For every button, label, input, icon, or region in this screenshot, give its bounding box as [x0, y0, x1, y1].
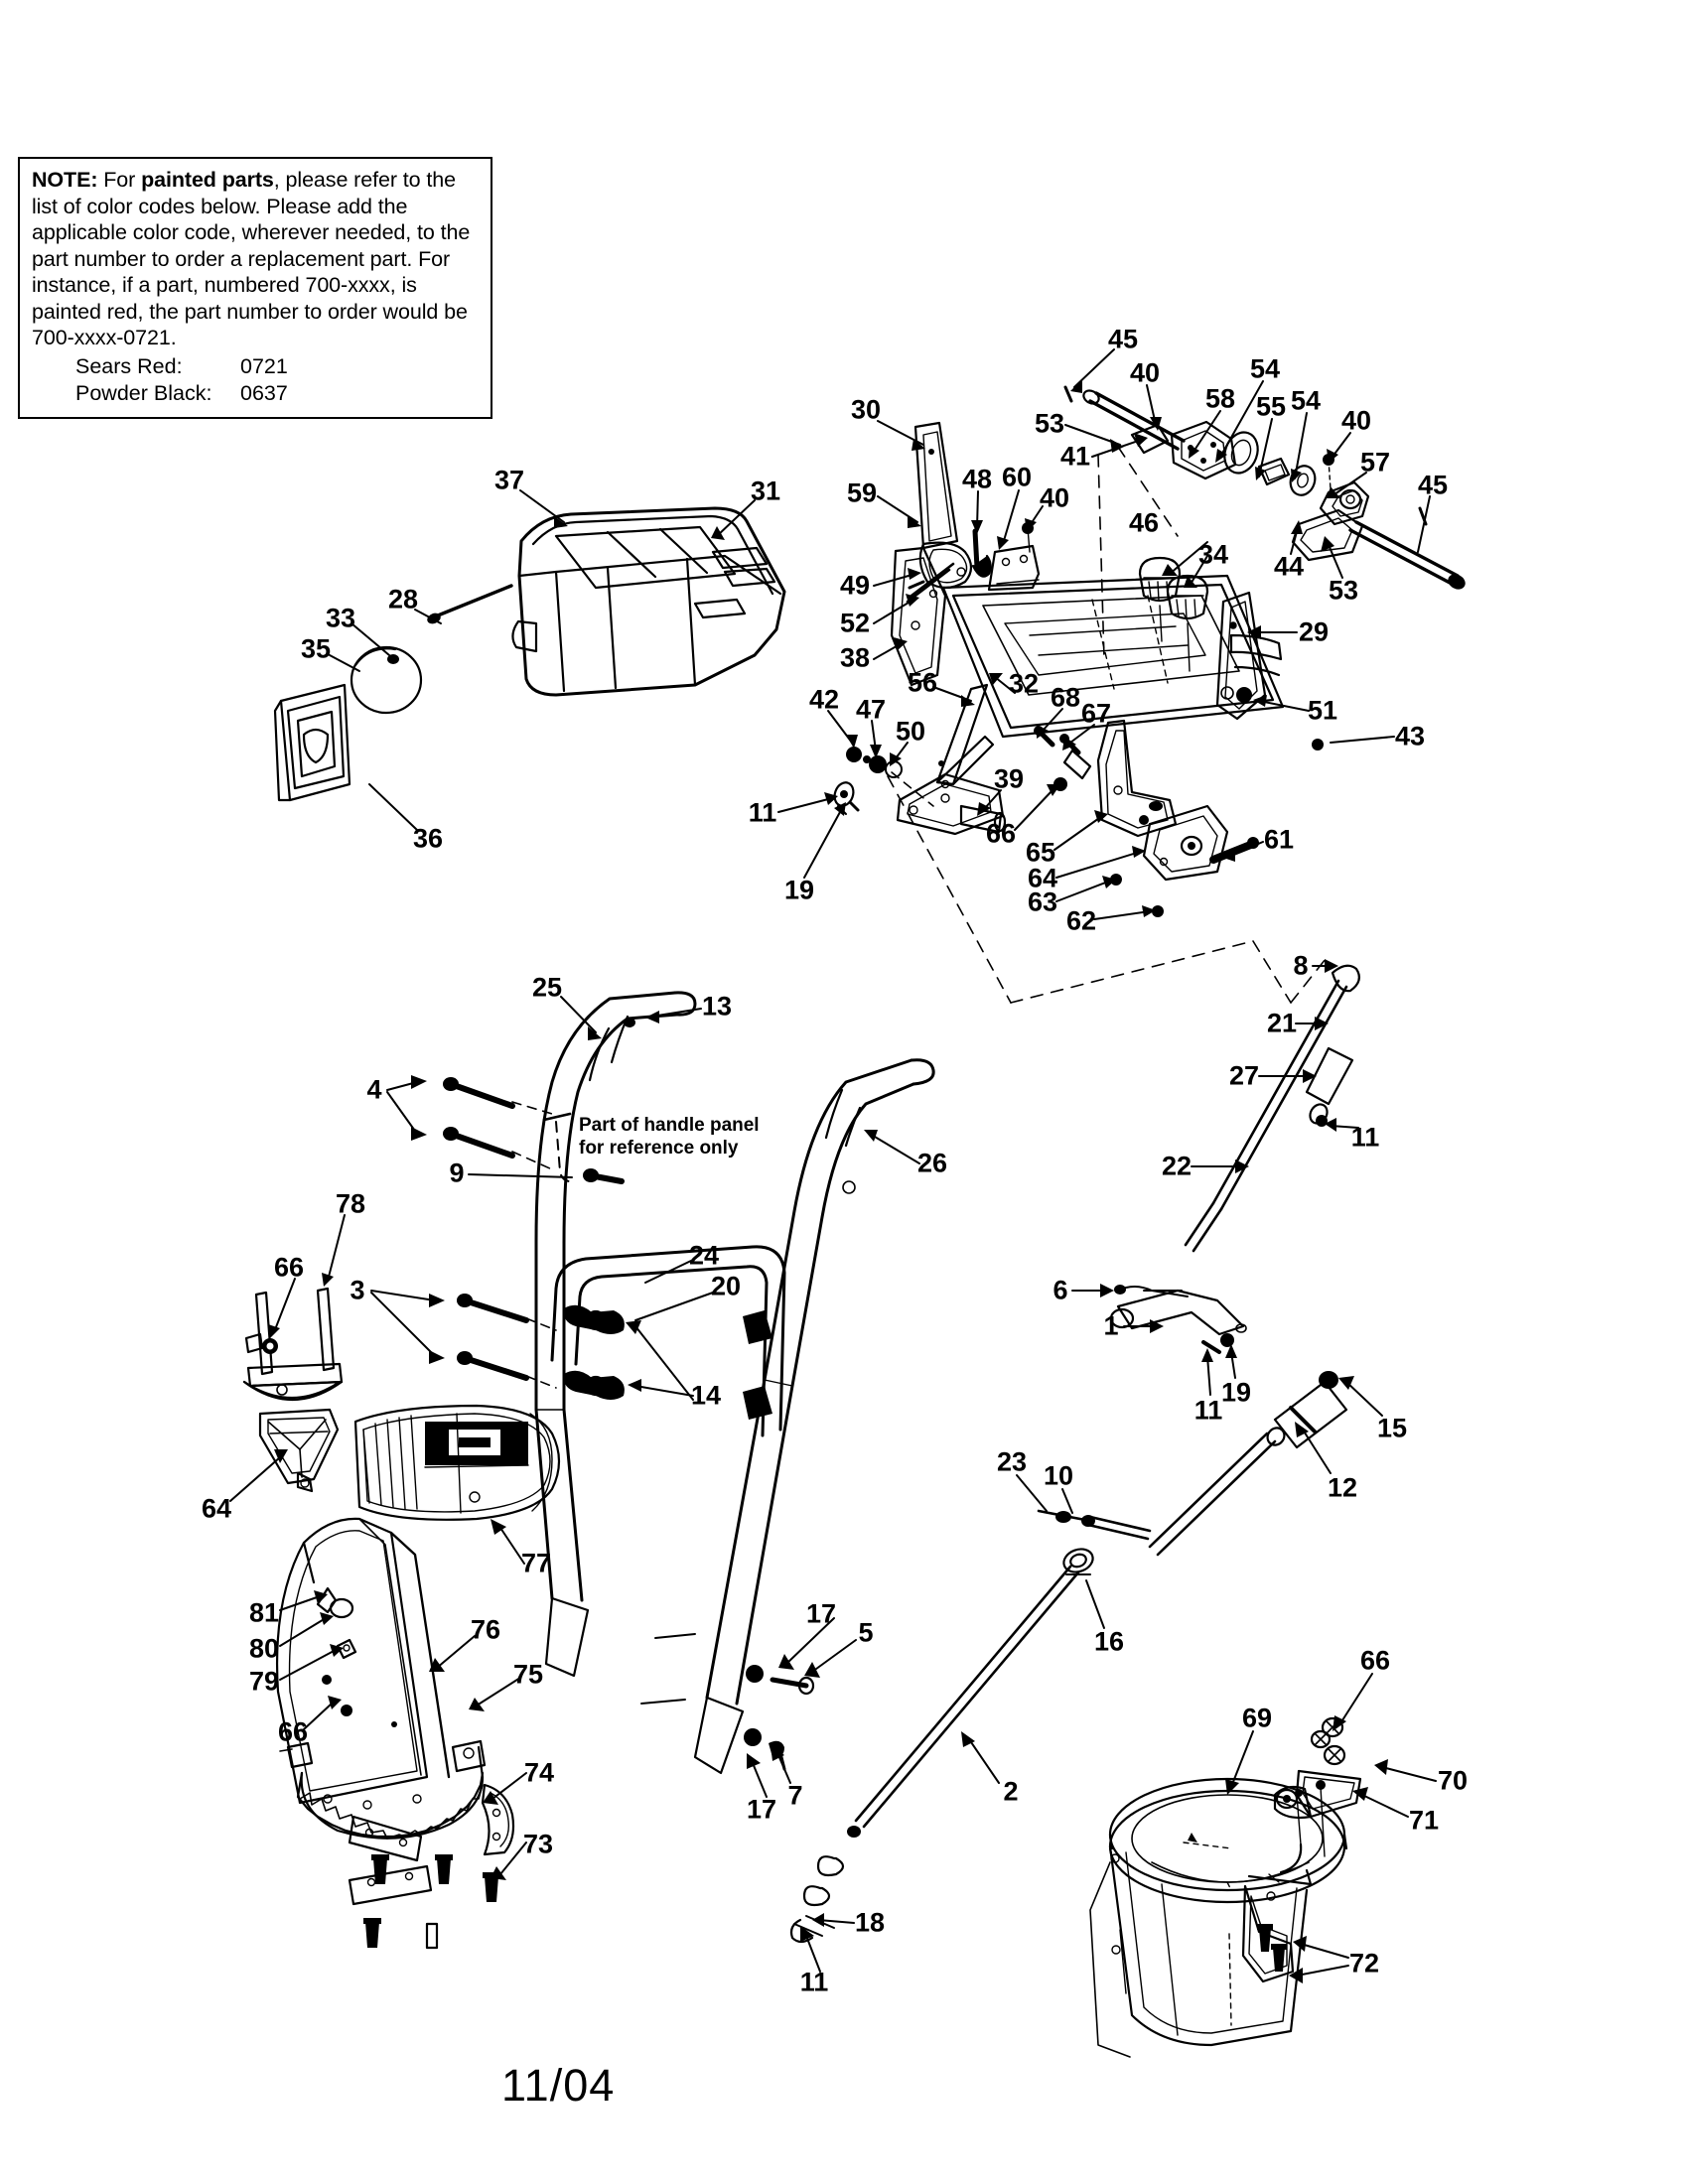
callout-number-32: 32	[1008, 668, 1040, 699]
bracket-part-64a	[1144, 806, 1227, 880]
callout-number-40: 40	[1129, 357, 1161, 388]
callout-number-11: 11	[1193, 1395, 1223, 1426]
callout-number-19: 19	[1220, 1377, 1252, 1408]
bracket-part-59	[920, 543, 971, 588]
callout-number-14: 14	[690, 1380, 722, 1411]
color-code-name: Powder Black:	[75, 380, 212, 405]
chute-ring-part-69	[1090, 1779, 1346, 2057]
callout-number-10: 10	[1043, 1460, 1074, 1491]
callout-number-43: 43	[1394, 721, 1426, 751]
callout-number-63: 63	[1027, 887, 1058, 917]
callout-number-9: 9	[449, 1158, 465, 1188]
callout-number-18: 18	[854, 1907, 886, 1938]
callout-number-31: 31	[750, 476, 781, 506]
callout-number-15: 15	[1376, 1413, 1408, 1443]
callout-number-62: 62	[1065, 905, 1097, 936]
callout-number-39: 39	[993, 763, 1025, 794]
callout-number-68: 68	[1050, 682, 1081, 713]
callout-number-49: 49	[839, 570, 871, 601]
callout-number-78: 78	[335, 1188, 366, 1219]
callout-number-16: 16	[1093, 1626, 1125, 1657]
callout-number-35: 35	[300, 633, 332, 664]
callout-number-45: 45	[1107, 324, 1139, 354]
fastener-part-66a	[1139, 815, 1149, 825]
callout-number-51: 51	[1307, 695, 1338, 726]
callout-number-48: 48	[961, 464, 993, 494]
callout-number-72: 72	[1348, 1948, 1380, 1979]
upper-tube-part-30	[915, 423, 957, 548]
callout-number-26: 26	[916, 1148, 948, 1178]
handle-panel-note-line-1: Part of handle panel	[579, 1115, 760, 1136]
chute-base-ring	[280, 1741, 485, 1839]
screws-part-73	[363, 1854, 500, 1948]
wing-knob-part-14b	[564, 1371, 625, 1400]
bolt-part-4a	[443, 1077, 552, 1114]
callout-number-73: 73	[522, 1829, 554, 1859]
color-code-value: 0721	[240, 353, 288, 378]
frame-base-plate	[943, 576, 1283, 737]
callout-number-24: 24	[688, 1240, 720, 1271]
wing-knob-part-14a	[564, 1305, 625, 1334]
fasteners-17-5-7	[641, 1634, 813, 1769]
callout-number-55: 55	[1255, 391, 1287, 422]
callout-number-53: 53	[1034, 408, 1065, 439]
callout-number-54: 54	[1249, 353, 1281, 384]
callout-number-56: 56	[907, 667, 938, 698]
bolt-part-3b	[457, 1351, 556, 1388]
handle-panel-reference-note	[579, 1114, 760, 1160]
spring-part-48	[973, 531, 991, 577]
scraper-bar-b	[350, 1866, 431, 1904]
projection-line-46	[1098, 455, 1104, 659]
callout-number-1: 1	[1103, 1310, 1119, 1341]
callout-number-64: 64	[1027, 863, 1058, 893]
callout-number-3: 3	[350, 1275, 365, 1305]
note-lead-bold: painted parts	[141, 168, 274, 192]
knob-seat-part-20b	[743, 1386, 772, 1420]
callout-number-21: 21	[1266, 1008, 1298, 1038]
hopper-body-part-37	[426, 508, 784, 695]
callout-number-33: 33	[325, 603, 356, 633]
spring-part-18	[791, 1826, 861, 1942]
callout-number-17: 17	[805, 1598, 837, 1629]
callout-number-61: 61	[1263, 824, 1295, 855]
callout-number-52: 52	[839, 608, 871, 638]
pin-part-61	[1213, 837, 1259, 860]
callout-number-66: 66	[1359, 1645, 1391, 1676]
callout-number-34: 34	[1197, 539, 1229, 570]
callout-number-11: 11	[799, 1967, 829, 1997]
callout-number-13: 13	[701, 991, 733, 1022]
callout-number-44: 44	[1273, 551, 1305, 582]
callout-number-69: 69	[1241, 1703, 1273, 1733]
callout-number-75: 75	[512, 1659, 544, 1690]
callout-number-22: 22	[1161, 1151, 1193, 1181]
callout-number-40: 40	[1039, 482, 1070, 513]
callout-number-28: 28	[387, 584, 419, 614]
callout-number-60: 60	[1001, 462, 1033, 492]
note-body: , please refer to the list of color codes below. Please add the applicable color code, wherever needed, to the part number to order a replacement part. For instance, if a part, numbered 700-xxxx, is painted red, the part number to order would be 700-xxxx-0721.	[32, 168, 471, 349]
callout-number-81: 81	[248, 1597, 280, 1628]
handle-panel-part-77	[355, 1406, 559, 1520]
spider-bracket-part-64b	[260, 1410, 338, 1491]
callout-number-37: 37	[493, 465, 525, 495]
callout-number-79: 79	[248, 1666, 280, 1697]
callout-number-45: 45	[1417, 470, 1449, 500]
bolt-part-43	[1312, 739, 1324, 751]
callout-number-80: 80	[248, 1633, 280, 1664]
callout-number-5: 5	[858, 1617, 874, 1648]
cap-part-35	[351, 647, 421, 713]
color-code-name: Sears Red:	[75, 353, 183, 378]
callout-number-58: 58	[1204, 383, 1236, 414]
callout-number-40: 40	[1340, 405, 1372, 436]
light-housing-part-36	[275, 685, 350, 800]
callout-number-70: 70	[1437, 1765, 1469, 1796]
callout-number-66: 66	[273, 1252, 305, 1283]
callout-number-74: 74	[523, 1757, 555, 1788]
callout-number-76: 76	[470, 1614, 501, 1645]
callout-number-27: 27	[1228, 1060, 1260, 1091]
callout-number-54: 54	[1290, 385, 1322, 416]
callout-number-66: 66	[277, 1716, 309, 1747]
bell-crank-part-1	[1111, 1285, 1246, 1352]
callout-number-25: 25	[531, 972, 563, 1003]
callout-number-36: 36	[412, 823, 444, 854]
callout-number-7: 7	[787, 1780, 803, 1811]
callout-number-64: 64	[201, 1493, 232, 1524]
callout-number-53: 53	[1328, 575, 1359, 606]
handle-tube-left-part-25	[536, 993, 695, 1676]
callout-number-11: 11	[748, 797, 777, 828]
callout-number-46: 46	[1128, 507, 1160, 538]
callout-number-23: 23	[996, 1446, 1028, 1477]
frame-left-upright	[892, 548, 945, 685]
callout-number-71: 71	[1408, 1805, 1440, 1836]
callout-number-17: 17	[746, 1794, 777, 1825]
callout-number-2: 2	[1003, 1776, 1019, 1807]
knob-seat-part-20a	[743, 1310, 772, 1344]
callout-number-30: 30	[850, 394, 882, 425]
bolt-part-3a	[457, 1294, 556, 1330]
footer-date: 11/04	[501, 2060, 616, 2111]
callout-number-38: 38	[839, 642, 871, 673]
callout-number-66: 66	[985, 818, 1017, 849]
callout-number-47: 47	[855, 694, 887, 725]
callout-number-41: 41	[1059, 441, 1091, 472]
note-lead-plain: For	[97, 168, 142, 192]
callout-number-19: 19	[783, 875, 815, 905]
screws-part-72	[1257, 1924, 1287, 1972]
callout-number-6: 6	[1052, 1275, 1068, 1305]
callout-number-67: 67	[1080, 698, 1112, 729]
handle-panel-note-line-2: for reference only	[579, 1138, 739, 1159]
callout-number-20: 20	[710, 1271, 742, 1301]
callout-number-65: 65	[1025, 837, 1056, 868]
callout-number-50: 50	[895, 716, 926, 747]
callout-number-77: 77	[520, 1548, 552, 1578]
callout-number-12: 12	[1327, 1472, 1358, 1503]
note-title: NOTE:	[32, 168, 98, 192]
callout-number-4: 4	[366, 1074, 382, 1105]
projection-line-lower	[888, 776, 1011, 1003]
callout-number-29: 29	[1298, 616, 1330, 647]
callout-number-42: 42	[808, 684, 840, 715]
axle-bracket-part-78	[244, 1289, 342, 1400]
callout-number-57: 57	[1359, 447, 1391, 478]
callout-number-59: 59	[846, 478, 878, 508]
chute-part-76	[277, 1519, 449, 1803]
bolt-part-9	[583, 1168, 622, 1182]
color-code-value: 0637	[240, 380, 288, 405]
callout-number-11: 11	[1350, 1122, 1380, 1153]
callout-number-8: 8	[1293, 950, 1309, 981]
